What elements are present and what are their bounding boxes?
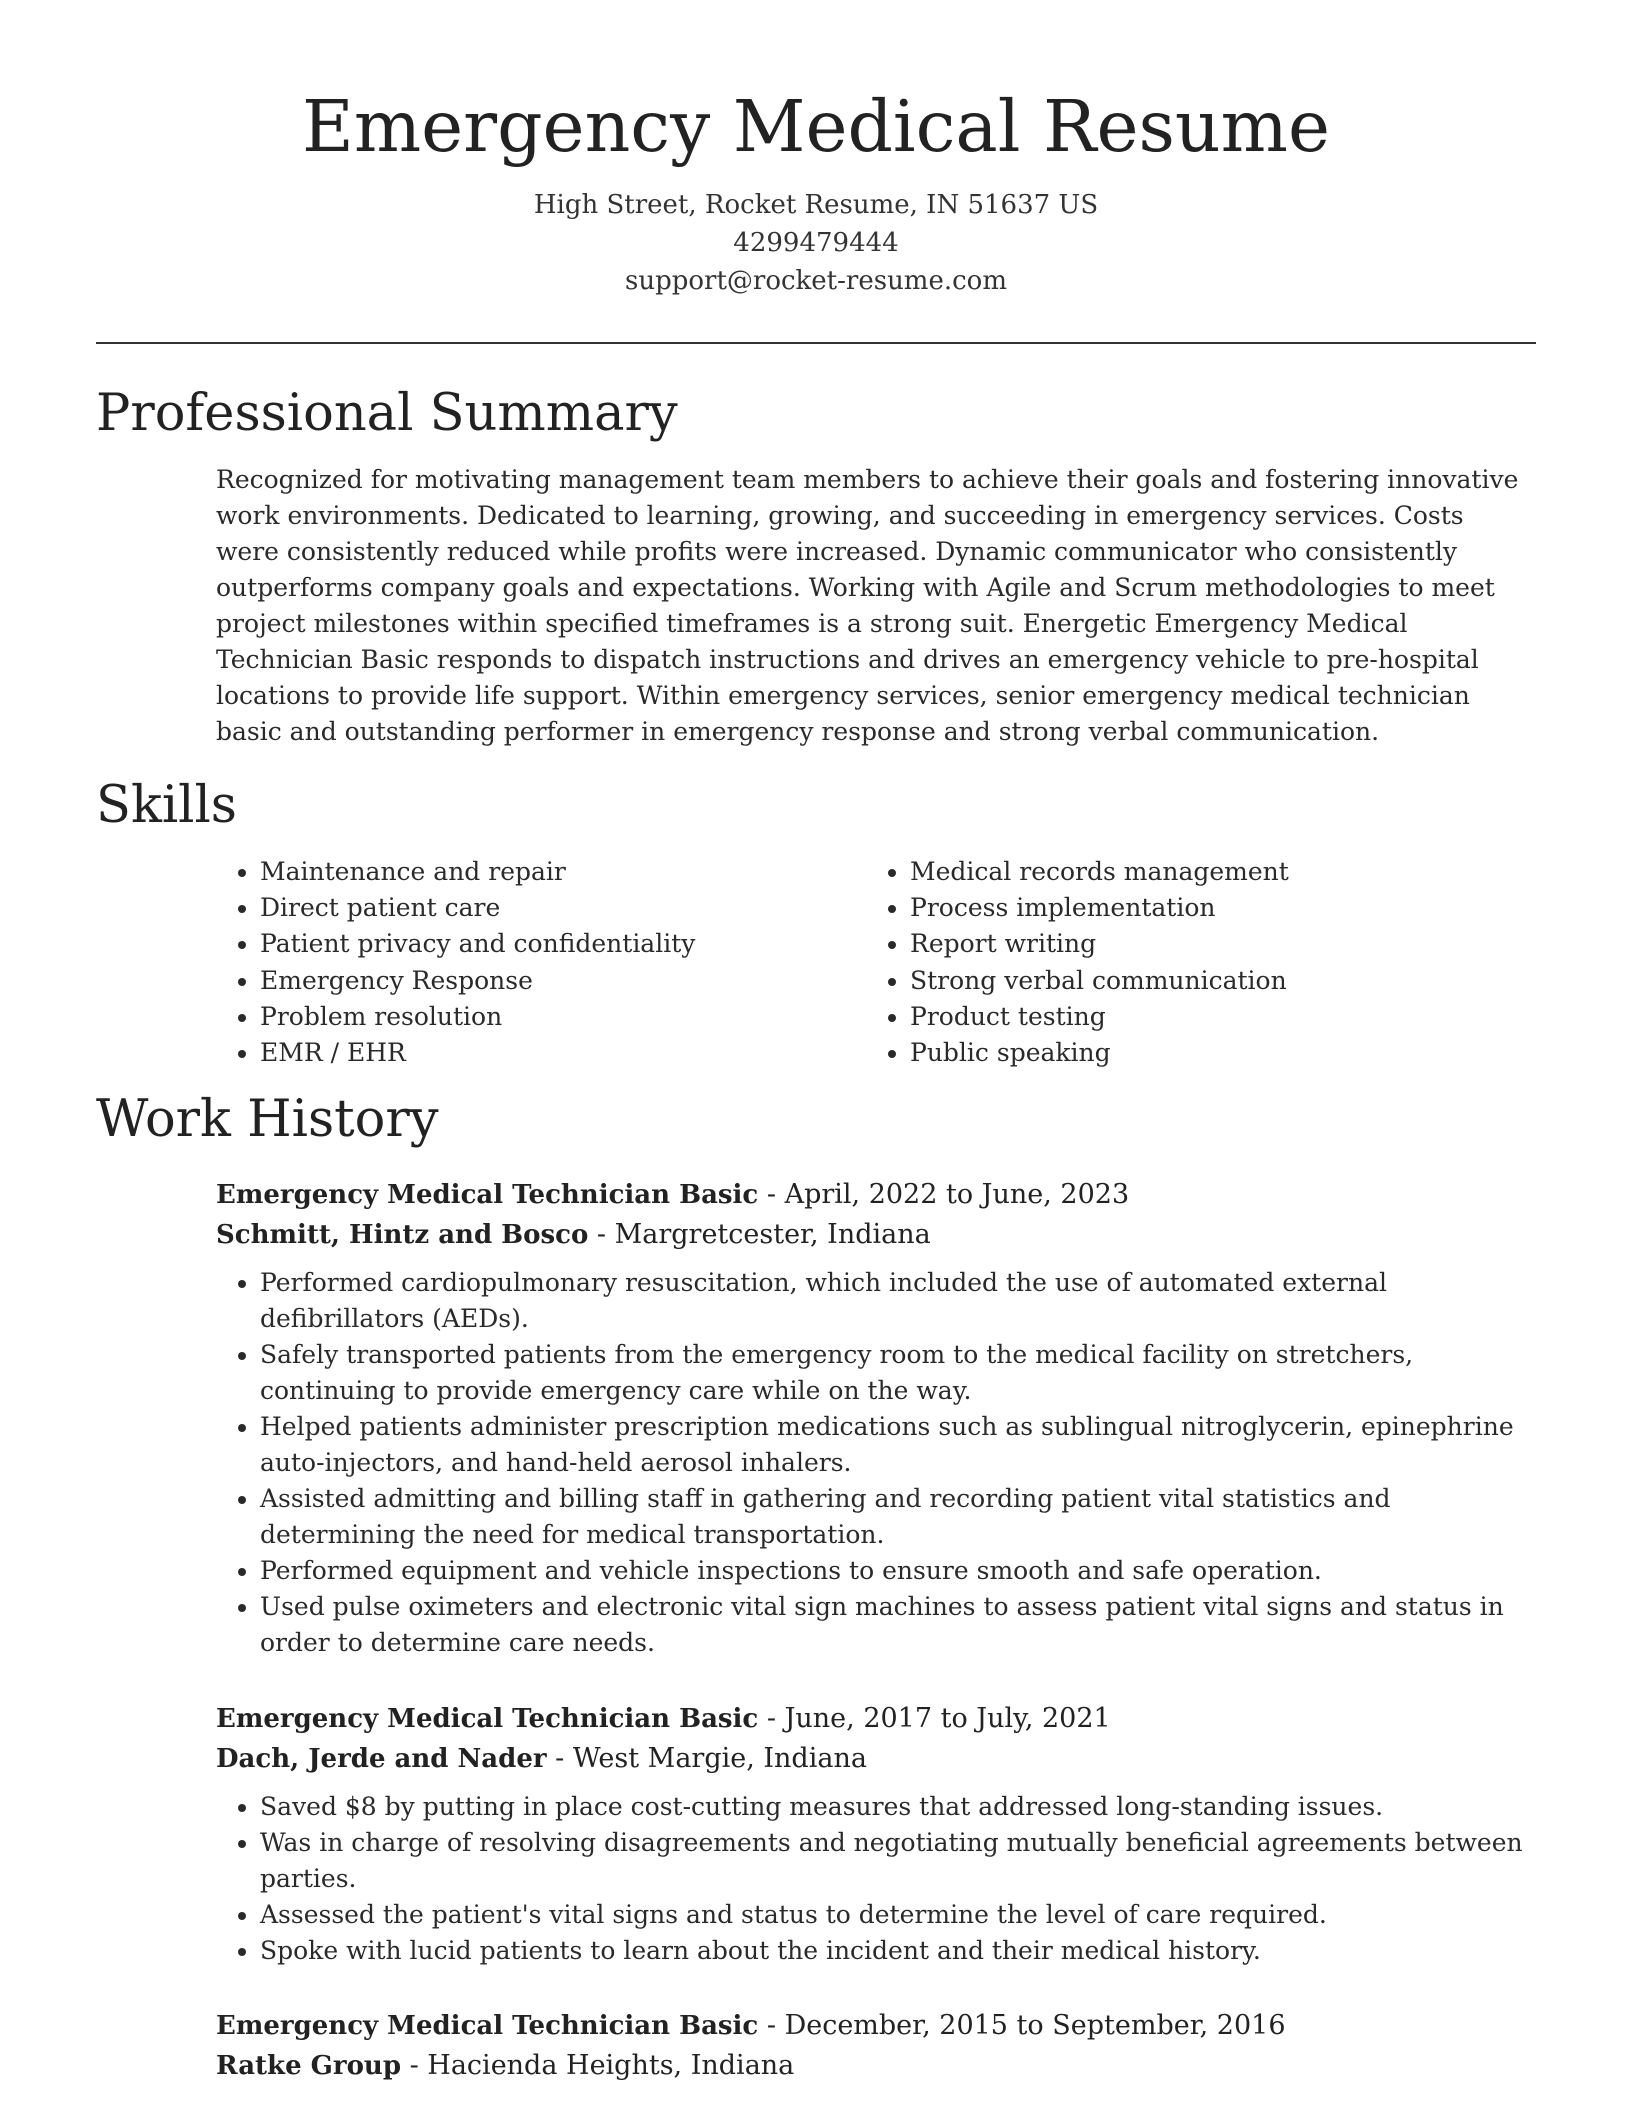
skill-item: • Maintenance and repair (260, 854, 866, 890)
resume-header (0, 0, 1632, 300)
skill-item: • Strong verbal communication (910, 963, 1516, 999)
job-company-line (216, 1739, 1536, 1779)
job-entry (216, 1699, 1536, 1969)
contact-info (0, 186, 1632, 300)
summary-heading: Professional Summary (96, 384, 678, 443)
job-bullet: • Saved $8 by putting in place cost-cutting measures that addressed long-standing issues. (260, 1789, 1536, 1825)
contact-email: support@rocket-resume.com (624, 266, 1007, 296)
job-bullet: • Used pulse oximeters and electronic vital sign machines to assess patient vital signs and status in order to determine care needs. (260, 1589, 1536, 1661)
skills-column-left (216, 854, 866, 1071)
skill-item: • Process implementation (910, 890, 1516, 926)
job-dates: - June, 2017 to July, 2021 (758, 1703, 1111, 1734)
job-entry (216, 1175, 1536, 1661)
job-bullet: • Performed cardiopulmonary resuscitation, which included the use of automated external defibrillators (AEDs). (260, 1265, 1536, 1337)
job-company: Dach, Jerde and Nader (216, 1744, 547, 1774)
skill-item: • Public speaking (910, 1035, 1516, 1071)
job-bullet: • Safely transported patients from the emergency room to the medical facility on stretchers, continuing to provide emergency care while on the way. (260, 1337, 1536, 1409)
job-entry (216, 2006, 1536, 2086)
job-bullet: • Helped patients administer prescription medications such as sublingual nitroglycerin, epinephrine auto-injectors, and hand-held aerosol inhalers. (260, 1409, 1536, 1481)
skills-column-right (866, 854, 1516, 1071)
job-company-line (216, 2046, 1536, 2086)
skills-heading: Skills (96, 776, 237, 835)
job-title-line (216, 2006, 1536, 2046)
job-location: - West Margie, Indiana (546, 1743, 867, 1774)
job-bullet: • Assisted admitting and billing staff in gathering and recording patient vital statistics and determining the need for medical transportation. (260, 1481, 1536, 1553)
job-title: Emergency Medical Technician Basic (216, 2011, 759, 2041)
job-bullet: • Spoke with lucid patients to learn about the incident and their medical history. (260, 1933, 1536, 1969)
skill-item: • Medical records management (910, 854, 1516, 890)
work-history-heading: Work History (96, 1090, 439, 1149)
job-title-line (216, 1175, 1536, 1215)
skill-item: • Emergency Response (260, 963, 866, 999)
job-location: - Hacienda Heights, Indiana (401, 2050, 795, 2081)
job-bullet: • Assessed the patient's vital signs and status to determine the level of care required. (260, 1897, 1536, 1933)
job-company-line (216, 1215, 1536, 1255)
job-location: - Margretcester, Indiana (588, 1219, 931, 1250)
job-title: Emergency Medical Technician Basic (216, 1704, 759, 1734)
job-bullet: • Performed equipment and vehicle inspections to ensure smooth and safe operation. (260, 1553, 1536, 1589)
skill-item: • EMR / EHR (260, 1035, 866, 1071)
skills-list (216, 854, 1536, 1071)
skill-item: • Product testing (910, 999, 1516, 1035)
job-company: Schmitt, Hintz and Bosco (216, 1220, 589, 1250)
skill-item: • Direct patient care (260, 890, 866, 926)
skill-item: • Problem resolution (260, 999, 866, 1035)
job-title-line (216, 1699, 1536, 1739)
summary-text: Recognized for motivating management team members to achieve their goals and fostering innovative work environments. Dedicated to learning, growing, and succeeding in emergency services. Costs were consistently reduced while profits were increased. Dynamic communicator who consistently outperforms company goals and expectations. Working with Agile and Scrum methodologies to meet project milestones within specified timeframes is a strong suit. Energetic Emergency Medical Technician Basic responds to dispatch instructions and drives an emergency vehicle to pre-hospital locations to provide life support. Within emergency services, senior emergency medical technician basic and outstanding performer in emergency response and strong verbal communication. (216, 465, 1519, 746)
skill-item: • Patient privacy and confidentiality (260, 926, 866, 962)
job-company: Ratke Group (216, 2051, 401, 2081)
job-bullets (216, 1265, 1536, 1661)
job-dates: - April, 2022 to June, 2023 (758, 1179, 1130, 1210)
job-dates: - December, 2015 to September, 2016 (758, 2010, 1286, 2041)
job-bullet: • Was in charge of resolving disagreements and negotiating mutually beneficial agreements between parties. (260, 1825, 1536, 1897)
job-bullets (216, 1789, 1536, 1969)
resume-name: Emergency Medical Resume (302, 85, 1330, 168)
contact-address: High Street, Rocket Resume, IN 51637 US (533, 190, 1099, 220)
skill-item: • Report writing (910, 926, 1516, 962)
header-divider (96, 342, 1536, 344)
contact-phone: 4299479444 (733, 228, 899, 258)
job-title: Emergency Medical Technician Basic (216, 1180, 759, 1210)
